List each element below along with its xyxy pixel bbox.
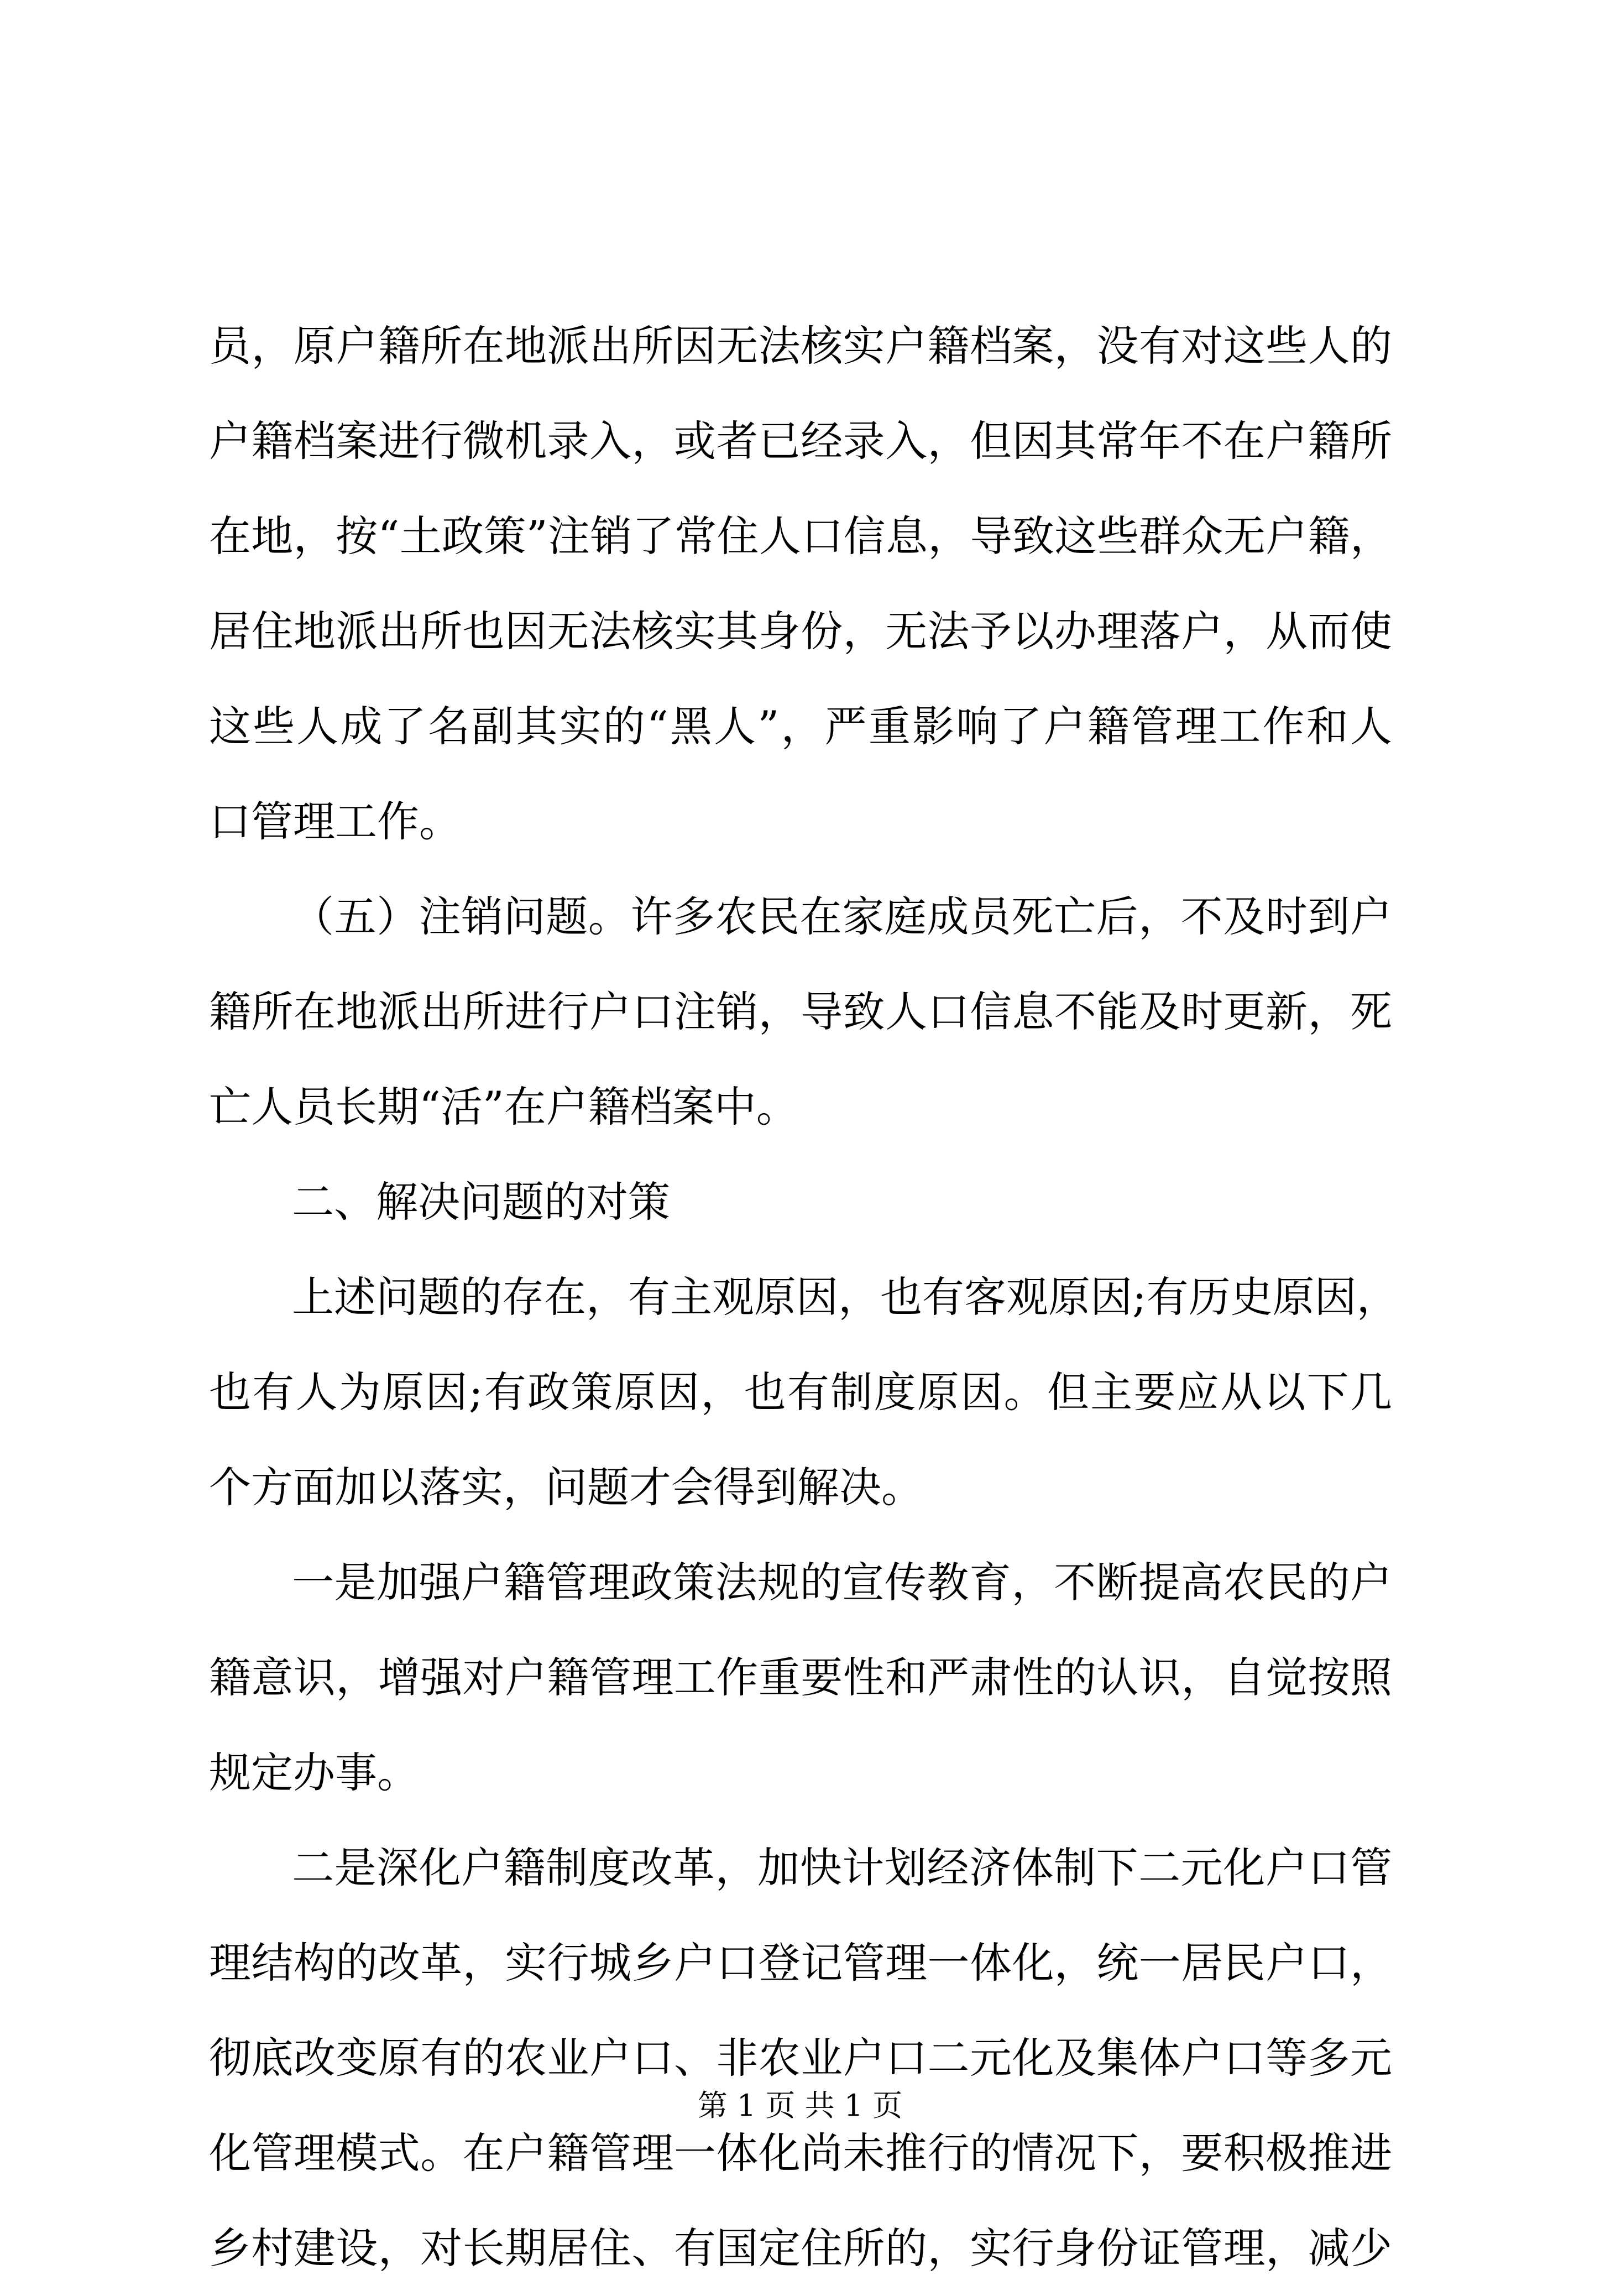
text-line: 员，原户籍所在地派出所因无法核实户籍档案，没有对这些人的: [209, 321, 1392, 371]
text-line: 化管理模式。在户籍管理一体化尚未推行的情况下，要积极推进: [209, 2128, 1392, 2178]
text-line: 籍意识，增强对户籍管理工作重要性和严肃性的认识，自觉按照: [209, 1653, 1392, 1702]
text-line: 亡人员长期“活”在户籍档案中。: [209, 1082, 798, 1131]
document-body: [209, 299, 1399, 2296]
text-line: 居住地派出所也因无法核实其身份，无法予以办理落户，从而使: [209, 607, 1392, 656]
text-line: （五）注销问题。许多农民在家庭成员死亡后，不及时到户: [292, 892, 1392, 941]
text-line: 个方面加以落实，问题才会得到解决。: [209, 1463, 923, 1512]
text-line: 规定办事。: [209, 1748, 419, 1797]
text-line: 乡村建设，对长期居住、有国定住所的，实行身份证管理，减少: [209, 2224, 1392, 2273]
text-line: 在地，按“土政策”注销了常住人口信息，导致这些群众无户籍，: [209, 512, 1392, 561]
text-line: 二是深化户籍制度改革，加快计划经济体制下二元化户口管: [292, 1843, 1392, 1892]
text-line: 口管理工作。: [209, 797, 461, 846]
text-line: 户籍档案进行微机录入，或者已经录入，但因其常年不在户籍所: [209, 416, 1392, 466]
page-number-footer: 第 1 页 共 1 页: [697, 2088, 903, 2123]
text-line: 也有人为原因;有政策原因，也有制度原因。但主要应从以下几: [209, 1368, 1392, 1417]
text-line: 这些人成了名副其实的“黑人”，严重影响了户籍管理工作和人: [209, 702, 1392, 751]
text-line: 理结构的改革，实行城乡户口登记管理一体化，统一居民户口，: [209, 1938, 1392, 1987]
text-line: 上述问题的存在，有主观原因，也有客观原因;有历史原因，: [292, 1272, 1399, 1322]
section-heading: 二、解决问题的对策: [292, 1177, 670, 1227]
text-line: 一是加强户籍管理政策法规的宣传教育，不断提高农民的户: [292, 1558, 1392, 1607]
text-line: 籍所在地派出所进行户口注销，导致人口信息不能及时更新，死: [209, 987, 1392, 1036]
text-line: 彻底改变原有的农业户口、非农业户口二元化及集体户口等多元: [209, 2033, 1392, 2083]
